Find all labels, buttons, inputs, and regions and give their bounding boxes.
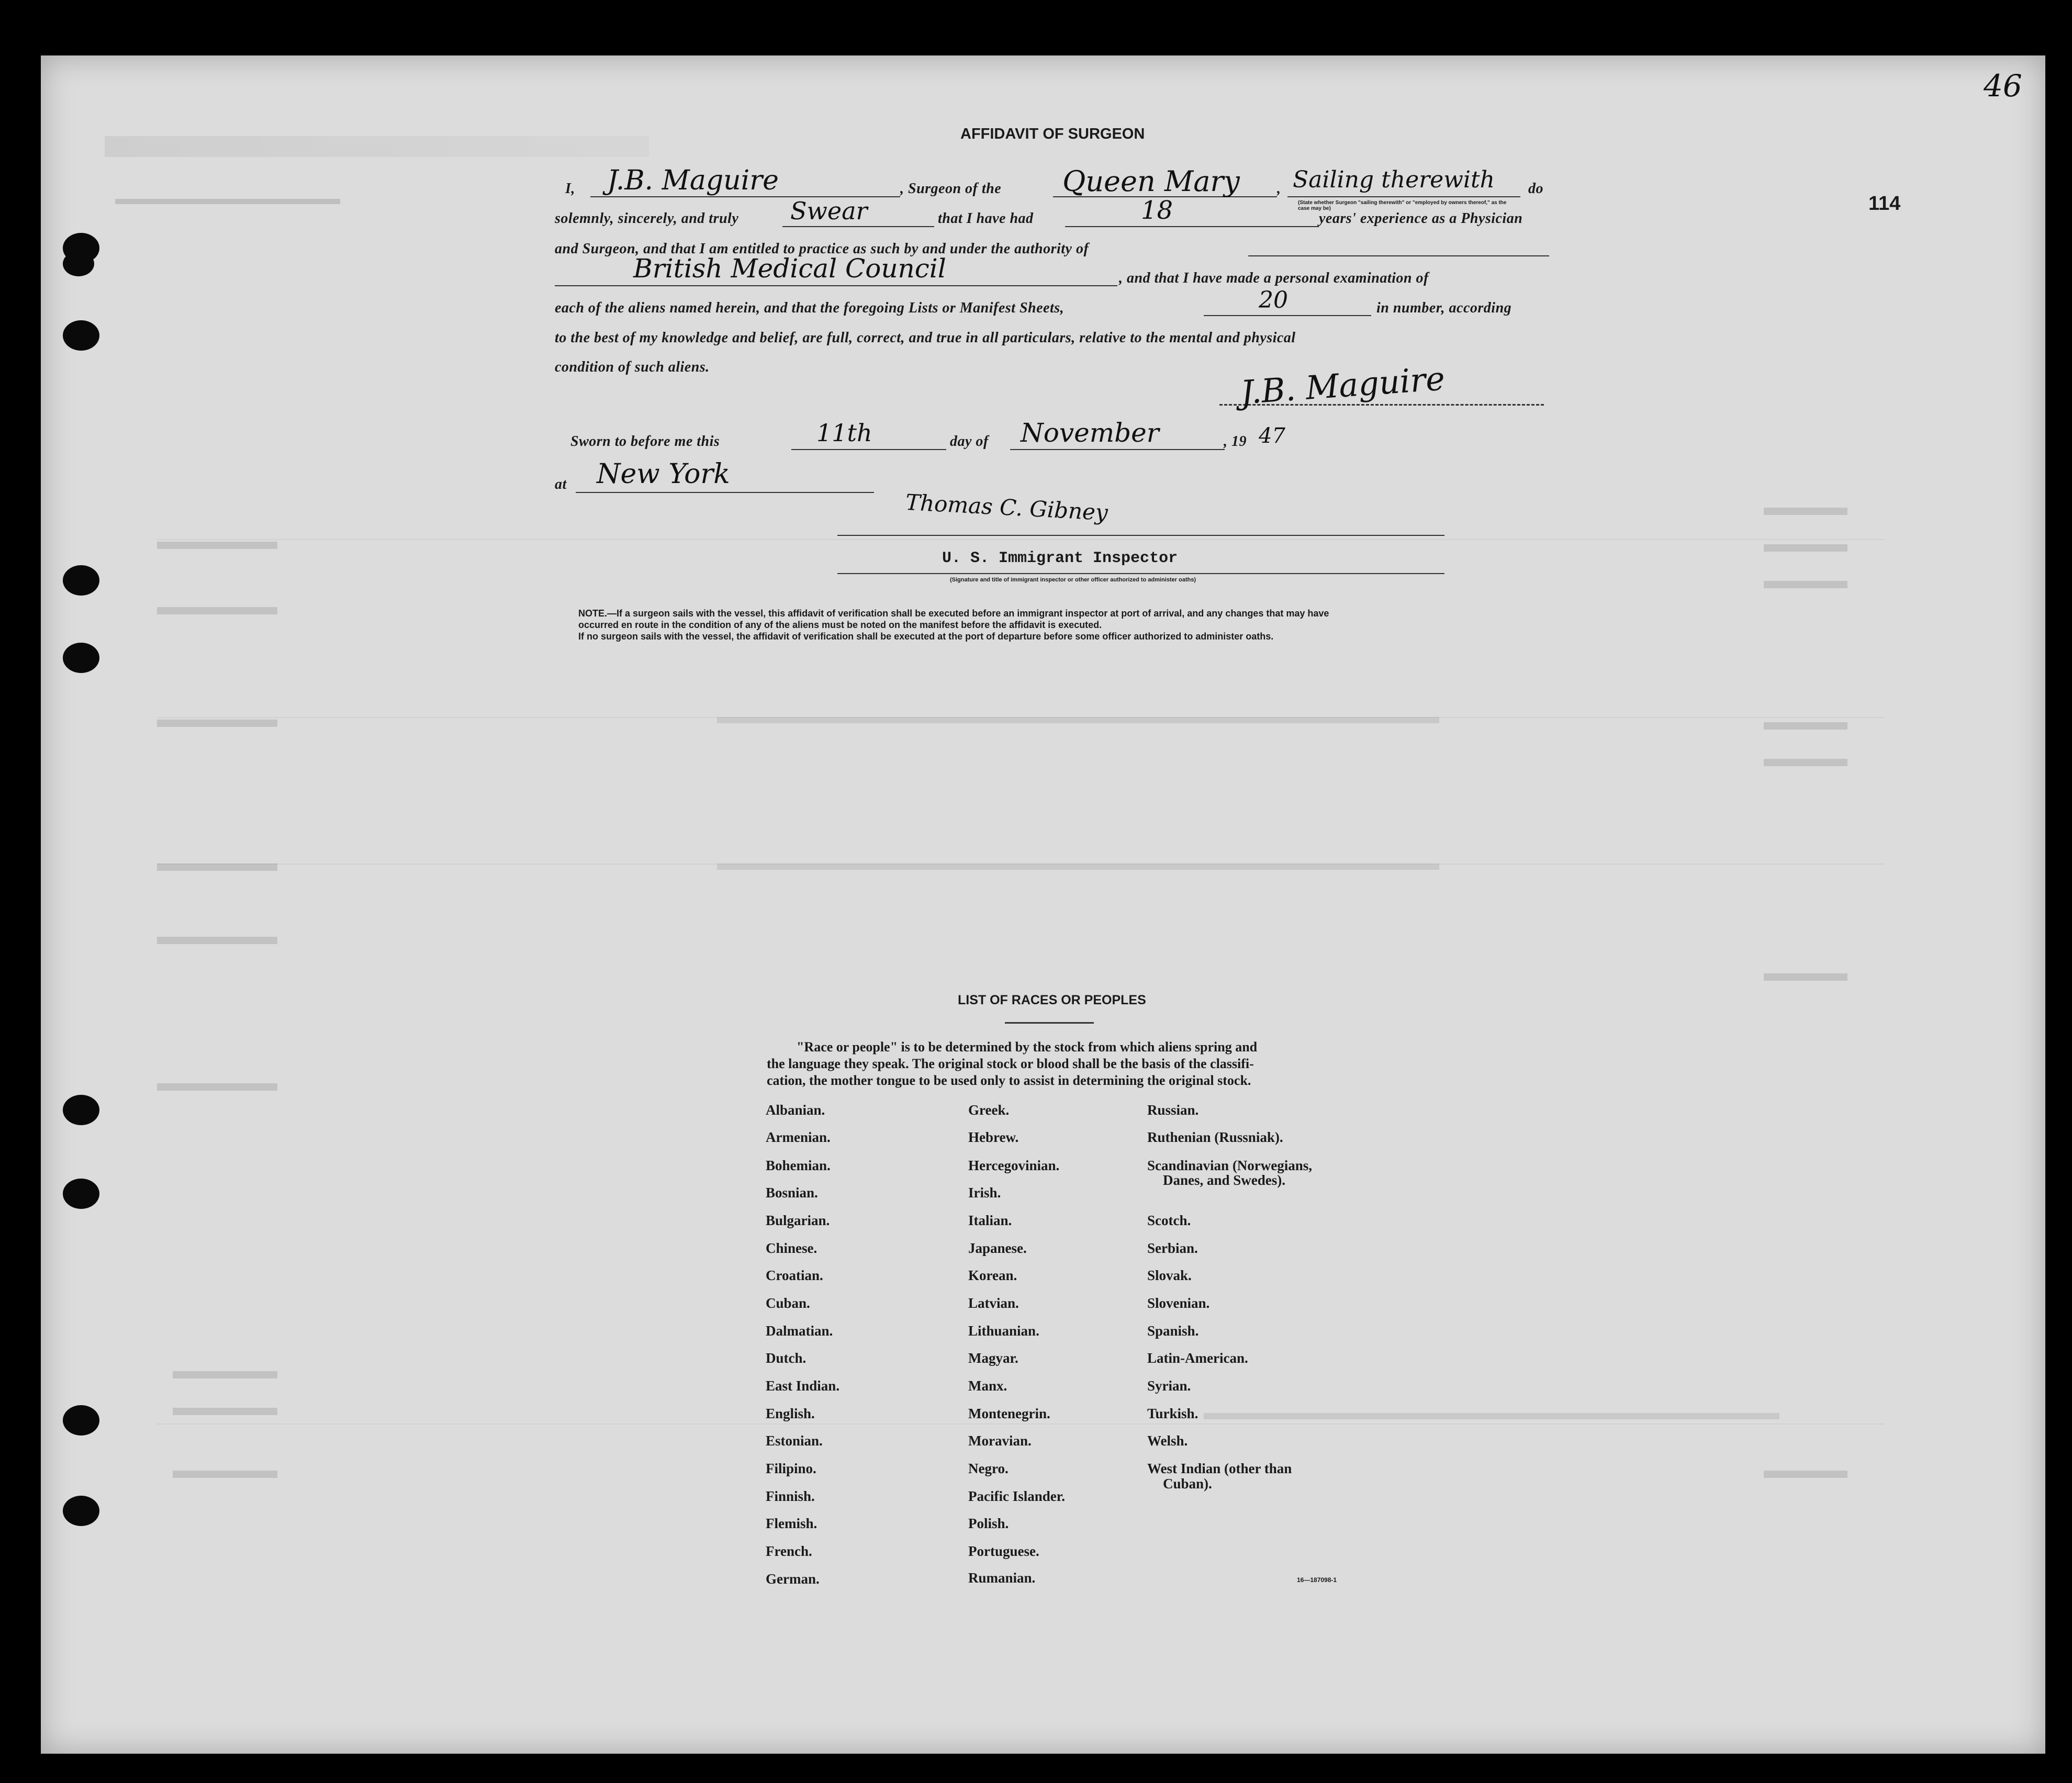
race-item: Polish. (968, 1516, 1009, 1531)
race-item: Cuban. (766, 1295, 810, 1311)
race-item: Dalmatian. (766, 1323, 833, 1339)
surgeon-signature: J.B. Maguire (1239, 359, 1447, 412)
text-years-experience: years' experience as a Physician (1319, 210, 1523, 227)
text-in-number: in number, according (1376, 300, 1512, 316)
vessel-field: Queen Mary (1062, 165, 1240, 198)
race-item: Albanian. (766, 1102, 825, 1118)
race-item: Pacific Islander. (968, 1488, 1065, 1504)
races-intro-3: cation, the mother tongue to be used only to assist in determining the original stock. (767, 1073, 1251, 1088)
race-item: Moravian. (968, 1433, 1032, 1449)
punch-hole (63, 251, 94, 276)
race-item: Croatian. (766, 1268, 823, 1283)
race-item: Estonian. (766, 1433, 823, 1449)
race-item: Chinese. (766, 1240, 817, 1256)
text-and-surgeon: and Surgeon, and that I am entitled to practice as such by and under the authority of (555, 241, 1089, 257)
races-title: LIST OF RACES OR PEOPLES (958, 993, 1146, 1007)
text-each-alien: each of the aliens named herein, and that the foregoing Lists or Manifest Sheets, (555, 300, 1065, 316)
text-best-knowledge: to the best of my knowledge and belief, are full, correct, and true in all particulars, relative to the mental and physical (555, 330, 1296, 346)
punch-hole (63, 1179, 99, 1209)
text-day-of: day of (950, 433, 989, 450)
race-item: Japanese. (968, 1240, 1027, 1256)
sheet-number: 114 (1868, 193, 1901, 215)
race-item: Scandinavian (Norwegians, (1147, 1158, 1313, 1173)
race-item: Negro. (968, 1461, 1009, 1476)
punch-hole (63, 1496, 99, 1526)
punch-hole (63, 320, 99, 351)
race-item: Flemish. (766, 1516, 817, 1531)
punch-hole (63, 643, 99, 673)
races-title-underline (1005, 1022, 1094, 1024)
race-item: East Indian. (766, 1378, 840, 1394)
text-i: I, (565, 181, 575, 197)
race-item: Magyar. (968, 1350, 1018, 1366)
race-item: English. (766, 1406, 815, 1421)
race-item: Scotch. (1147, 1213, 1191, 1228)
races-intro-1: "Race or people" is to be determined by the stock from which aliens spring and (797, 1039, 1258, 1055)
race-item: West Indian (other than (1147, 1461, 1292, 1476)
race-item: Slovenian. (1147, 1295, 1210, 1311)
sworn-place-field: New York (597, 458, 730, 490)
race-item: German. (766, 1571, 820, 1587)
sheets-line (1204, 315, 1371, 316)
text-at: at (555, 476, 567, 492)
race-item: Ruthenian (Russniak). (1147, 1129, 1283, 1145)
text-do: do (1528, 181, 1543, 197)
race-item: Cuban). (1163, 1476, 1212, 1492)
sailing-field: Sailing therewith (1293, 166, 1495, 193)
years-line (1065, 226, 1319, 227)
years-field: 18 (1141, 196, 1173, 225)
race-item: Finnish. (766, 1488, 815, 1504)
text-condition: condition of such aliens. (555, 359, 710, 375)
race-item: Manx. (968, 1378, 1007, 1394)
inspector-title: U. S. Immigrant Inspector (942, 550, 1178, 567)
inspector-caption: (Signature and title of immigrant inspector or other officer authorized to administer oaths) (950, 577, 1196, 583)
race-item: French. (766, 1543, 812, 1559)
note-line-1: NOTE.—If a surgeon sails with the vessel, this affidavit of verification shall be executed before an immigrant inspector at port of arrival, and any changes that may have (578, 608, 1329, 619)
races-intro-2: the language they speak. The original stock or blood shall be the basis of the classifi- (767, 1056, 1254, 1071)
punch-hole (63, 1405, 99, 1436)
race-item: Rumanian. (968, 1570, 1036, 1586)
text-solemnly: solemnly, sincerely, and truly (555, 210, 739, 227)
inspector-signature: Thomas C. Gibney (904, 489, 1108, 526)
race-item: Portuguese. (968, 1543, 1039, 1559)
race-item: Spanish. (1147, 1323, 1199, 1339)
race-item: Serbian. (1147, 1240, 1198, 1256)
race-item: Latin-American. (1147, 1350, 1248, 1366)
race-item: Danes, and Swedes). (1163, 1172, 1286, 1188)
race-item: Hebrew. (968, 1129, 1019, 1145)
race-item: Welsh. (1147, 1433, 1188, 1449)
authority-line-1 (1248, 255, 1549, 256)
oath-field: Swear (790, 197, 868, 225)
oath-line (782, 226, 934, 227)
note-line-3: If no surgeon sails with the vessel, the affidavit of verification shall be executed at the port of departure before some officer authorized to administer oaths. (578, 631, 1274, 642)
race-item: Slovak. (1147, 1268, 1192, 1283)
race-item: Irish. (968, 1185, 1001, 1201)
race-item: Bohemian. (766, 1158, 831, 1173)
text-sworn: Sworn to before me this (570, 433, 720, 450)
surgeon-name-field: J.B. Maguire (607, 165, 779, 196)
race-item: Bulgarian. (766, 1213, 830, 1228)
race-item: Lithuanian. (968, 1323, 1039, 1339)
sworn-year-field: 47 (1259, 424, 1285, 448)
affidavit-title: AFFIDAVIT OF SURGEON (960, 126, 1145, 142)
form-code: 16—187098-1 (1297, 1576, 1337, 1584)
punch-hole (63, 565, 99, 596)
race-item: Bosnian. (766, 1185, 818, 1201)
sworn-month-field: November (1021, 418, 1159, 448)
race-item: Dutch. (766, 1350, 807, 1366)
race-item: Korean. (968, 1268, 1017, 1283)
sworn-month-line (1010, 449, 1225, 450)
text-have-had: that I have had (938, 210, 1034, 227)
sailing-note: (State whether Surgeon "sailing therewith" or "employed by owners thereof," as the case may be) (1298, 200, 1507, 211)
race-item: Italian. (968, 1213, 1012, 1228)
sheets-field: 20 (1259, 287, 1288, 313)
inspector-signature-line (837, 535, 1444, 536)
race-item: Latvian. (968, 1295, 1019, 1311)
text-surgeon-of: , Surgeon of the (900, 181, 1002, 197)
inspector-title-line (837, 573, 1444, 574)
race-item: Syrian. (1147, 1378, 1191, 1394)
race-item: Armenian. (766, 1129, 831, 1145)
sailing-line (1287, 196, 1520, 197)
authority-field: British Medical Council (633, 253, 946, 284)
note-line-2: occurred en route in the condition of any of the aliens must be noted on the manifest before the affidavit is executed. (578, 620, 1102, 630)
race-item: Montenegrin. (968, 1406, 1050, 1421)
authority-line-2 (555, 285, 1117, 286)
text-comma: , (1277, 181, 1281, 197)
race-item: Turkish. (1147, 1406, 1199, 1421)
page-number: 46 (1984, 68, 2022, 104)
punch-hole (63, 1095, 99, 1125)
text-personal-exam: , and that I have made a personal examination of (1119, 270, 1429, 286)
sworn-day-line (791, 449, 946, 450)
race-item: Hercegovinian. (968, 1158, 1060, 1173)
text-year-prefix: , 19 (1224, 433, 1247, 450)
race-item: Greek. (968, 1102, 1010, 1118)
sworn-place-line (576, 492, 874, 493)
race-item: Filipino. (766, 1461, 816, 1476)
sworn-day-field: 11th (816, 419, 872, 447)
race-item: Russian. (1147, 1102, 1199, 1118)
